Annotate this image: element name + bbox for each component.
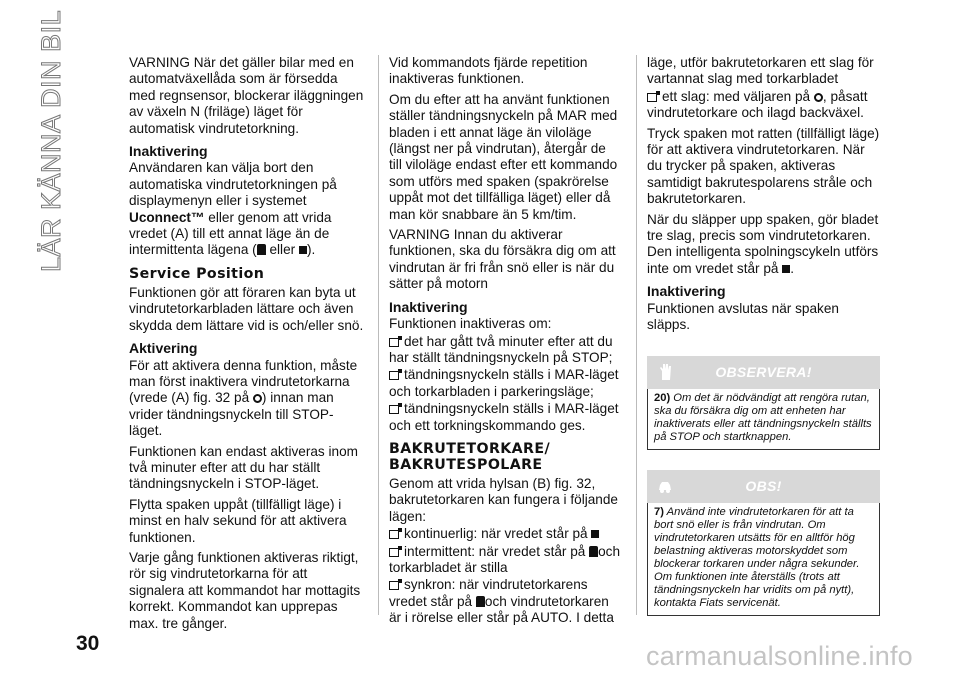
- bullet-item: kontinuerlig: när vredet står på: [389, 526, 622, 542]
- heading-aktivering: Aktivering: [129, 340, 198, 357]
- note-title: OBSERVERA!: [715, 363, 812, 380]
- heading-inaktivering: Inaktivering: [647, 283, 726, 300]
- paragraph: läge, utför bakrutetorkaren ett slag för vartannat slag med torkarbladet: [647, 55, 874, 87]
- note-body: 7) Använd inte vindrutetorkaren för att ta bort snö eller is från vindrutan. Om vindrutetorkaren utsätts för en alltför hög belastning aktiveras motorskyddet som blockerar torkaren under några sekunder. Om funktionen inte återställs (trots att tändningsnyckeln har vridits om på nytt), kontakta Fiats servicenät.: [647, 503, 880, 616]
- wiper-continuous-icon: [591, 530, 599, 538]
- bullet-item: det har gått två minuter efter att du har ställt tändningsnyckeln på STOP;: [389, 333, 613, 365]
- note-number: 7): [654, 505, 664, 518]
- note-header-observera: [647, 356, 880, 389]
- heading-inaktivering: Inaktivering: [129, 143, 208, 160]
- bullet-item: ett slag: med väljaren på , påsatt vindrutetorkare och ilagd backväxel.: [647, 88, 868, 121]
- paragraph: VARNING När det gäller bilar med en automatväxellåda som är försedda med regnsensor, blockerar iläggningen av växeln N (friläge) läget för automatisk vindrutetorkning.: [129, 55, 364, 136]
- wiper-off-icon: [814, 93, 823, 102]
- paragraph: Funktionen inaktiveras om:: [389, 316, 552, 332]
- wiper-intermittent-icon: [589, 546, 598, 557]
- note-title: OBS!: [745, 477, 782, 494]
- note-number: 20): [654, 391, 671, 404]
- bullet-item: intermittent: när vredet står på och torkarbladet är stilla: [389, 543, 621, 575]
- paragraph: Funktionen avslutas när spaken släpps.: [647, 300, 839, 333]
- heading-service-position: Service Position: [129, 265, 265, 282]
- note-body: 20) Om det är nödvändigt att rengöra rutan, ska du försäkra dig om att enheten har inaktiverats eller att tändningsnyckeln ställts på STOP och startknappen.: [647, 389, 880, 450]
- column-divider: [636, 55, 637, 615]
- page-number: 30: [76, 632, 100, 655]
- column-3: [647, 55, 880, 620]
- bullet-item: tändningsnyckeln ställs i MAR-läget och ett torkningskommando ges.: [389, 401, 619, 433]
- uconnect-label: Uconnect™: [129, 209, 205, 225]
- heading-bakrutetorkare: BAKRUTETORKARE/ BAKRUTESPOLARE: [389, 440, 551, 473]
- paragraph: Varje gång funktionen aktiveras riktigt, rör sig vindrutetorkarna för att signalera att kommandot har mottagits korrekt. Kommandot kan upprepas max. tre gånger.: [129, 549, 361, 631]
- paragraph: Användaren kan välja bort den automatiska vindrutetorkningen på displaymenyn eller i systemet Uconnect™ eller genom att vrida vredet (A) till ett annat läge än de intermittenta lägena ( eller ).: [129, 160, 337, 258]
- bullet-item: tändningsnyckeln ställs i MAR-läget och torkarbladen i parkeringsläge;: [389, 367, 619, 399]
- bullet-icon: [389, 405, 399, 414]
- bullet-item: synkron: när vindrutetorkarens vredet står på och vindrutetorkaren är i rörelse eller står på AUTO. I detta: [389, 577, 614, 626]
- column-2: [389, 55, 622, 631]
- paragraph: Funktionen kan endast aktiveras inom två minuter efter att du har ställt tändningsnyckeln i STOP-läget.: [129, 443, 358, 492]
- wiper-off-icon: [253, 394, 262, 403]
- bullet-icon: [389, 530, 399, 539]
- paragraph: Funktionen gör att föraren kan byta ut vindrutetorkarbladen lättare och även skydda dem lättare vid is och/eller snö.: [129, 284, 364, 333]
- paragraph: Genom att vrida hylsan (B) fig. 32, bakrutetorkaren kan fungera i följande lägen:: [389, 475, 618, 524]
- paragraph: För att aktivera denna funktion, måste man först inaktivera vindrutetorkarna (vrede (A) fig. 32 på ) innan man vrider tändningsnyckeln till STOP-läget.: [129, 357, 358, 439]
- paragraph: VARNING Innan du aktiverar funktionen, ska du försäkra dig om att vindrutan är fri från snö eller is när du sätter på motorn: [389, 227, 616, 292]
- bullet-icon: [647, 93, 657, 102]
- wiper-sync-icon: [476, 596, 485, 607]
- column-1: [129, 55, 365, 636]
- column-divider: [378, 55, 379, 615]
- paragraph: Flytta spaken uppåt (tillfälligt läge) i minst en halv sekund för att aktivera funktionen.: [129, 496, 347, 545]
- bullet-icon: [389, 338, 399, 347]
- wiper-auto-icon: [299, 246, 307, 254]
- paragraph: Om du efter att ha använt funktionen ställer tändningsnyckeln på MAR med bladen i ett annat läge än viloläge (längst ner på vindrutan), återgår de till viloläge endast efter ett kommando som utförs med spaken (spakrörelse uppåt mot det tillfälliga läget) eller då man kör snabbare än 5 km/tim.: [389, 91, 618, 222]
- paragraph: När du släpper upp spaken, gör bladet tre slag, precis som vindrutetorkaren. Den intelligenta spolningscykeln utförs inte om vredet står på .: [647, 211, 879, 276]
- wiper-intermittent-icon: [257, 244, 266, 255]
- paragraph: Tryck spaken mot ratten (tillfälligt läge) för att aktivera vindrutetorkaren. När du trycker på spaken, aktiveras samtidigt bakrutespolarens stråle och bakrutetorkaren.: [647, 125, 880, 207]
- bullet-icon: [389, 548, 399, 557]
- watermark: carmanualsonline.info: [646, 641, 913, 671]
- heading-inaktivering: Inaktivering: [389, 298, 468, 315]
- paragraph: Vid kommandots fjärde repetition inaktiveras funktionen.: [389, 55, 588, 87]
- bullet-icon: [389, 581, 399, 590]
- note-header-obs: [647, 470, 880, 503]
- bullet-icon: [389, 371, 399, 380]
